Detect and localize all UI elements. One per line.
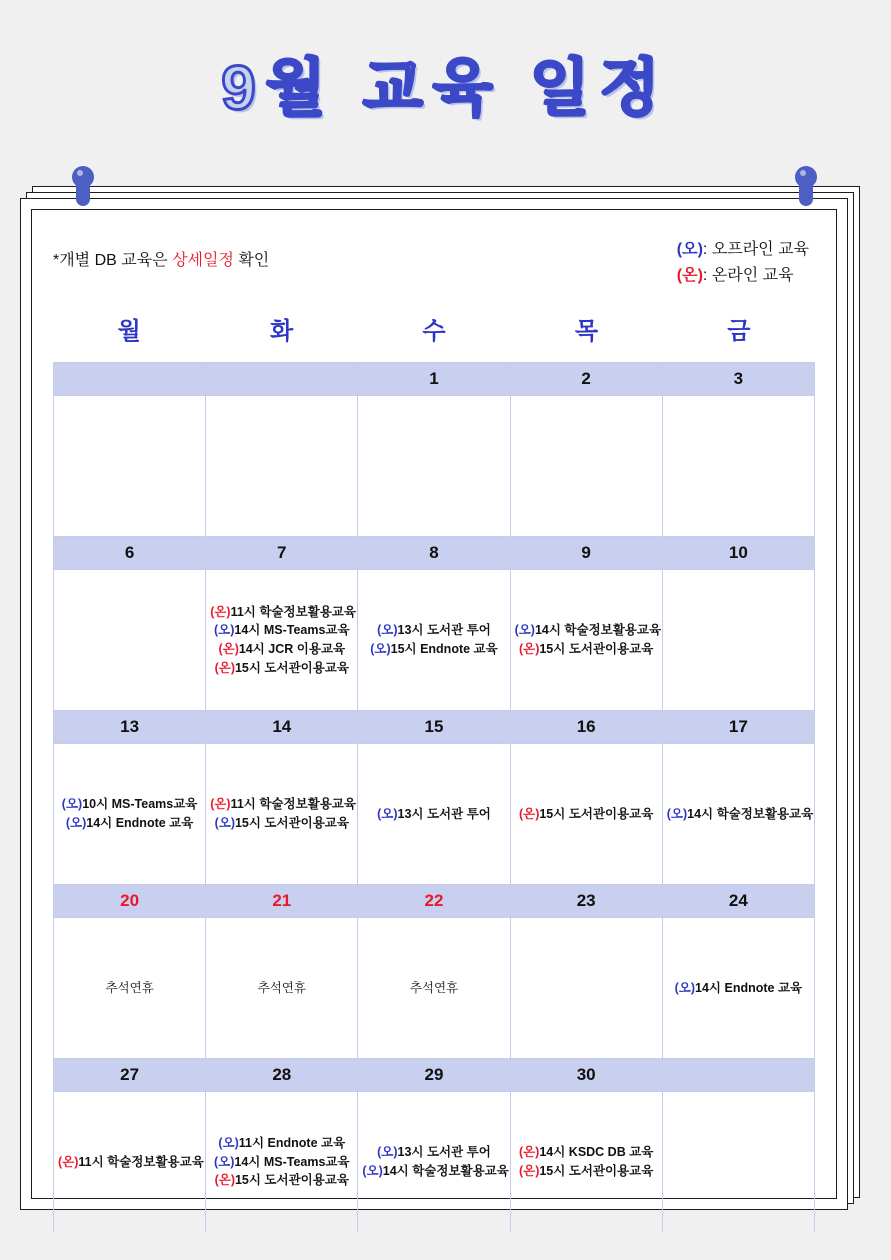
calendar-event-cell (358, 570, 510, 711)
calendar-event-cell (54, 918, 206, 1059)
online-tag: (온) (214, 660, 235, 675)
online-tag: (온) (518, 642, 540, 656)
calendar-event-cell (54, 570, 206, 711)
legend-online-tag: (온) (676, 266, 703, 284)
event-label: 11시 학술정보활용교육 (78, 1154, 204, 1169)
calendar-date-cell: 30 (510, 1059, 662, 1092)
calendar-date-cell: 7 (206, 537, 358, 570)
calendar-event-cell (358, 1092, 510, 1233)
calendar-event-cell (662, 570, 814, 711)
event-label: 14시 Endnote 교육 (695, 980, 803, 995)
event-label: 11시 학술정보활용교육 (230, 604, 356, 619)
offline-tag: (오) (213, 1154, 235, 1169)
calendar-events-row (54, 570, 815, 711)
calendar-event (514, 621, 662, 640)
calendar-event-cell (206, 1092, 358, 1233)
event-label: 14시 Endnote 교육 (86, 816, 194, 830)
calendar-event (362, 640, 505, 659)
calendar-events-row (54, 396, 815, 537)
holiday-label: 추석연휴 (409, 980, 459, 995)
calendar-event-cell (358, 396, 510, 537)
db-note-prefix: *개별 DB 교육은 (53, 252, 173, 269)
offline-tag: (오) (666, 806, 688, 821)
calendar-event-cell (662, 1092, 814, 1233)
calendar-event-cell (206, 918, 358, 1059)
offline-tag: (오) (377, 806, 398, 821)
pushpin-left-icon (72, 166, 94, 212)
calendar-date-cell: 9 (510, 537, 662, 570)
calendar-date-row (54, 1059, 815, 1092)
calendar-event-cell (510, 570, 662, 711)
calendar-date-cell: 3 (662, 363, 814, 396)
calendar-event (515, 805, 658, 824)
offline-tag: (오) (674, 980, 696, 995)
online-tag: (온) (214, 1173, 235, 1188)
calendar-event (515, 640, 658, 659)
legend-online (677, 263, 809, 289)
event-label: 11시 학술정보활용교육 (230, 797, 356, 812)
calendar-event-cell (54, 396, 206, 537)
calendar-event (210, 1171, 353, 1190)
calendar-event-cell (54, 744, 206, 885)
offline-tag: (오) (377, 623, 398, 638)
dayname-tue: 화 (270, 318, 294, 345)
calendar-event (210, 1153, 353, 1172)
event-label: 11시 Endnote 교육 (238, 1135, 346, 1150)
db-note-highlight: 상세일정 (172, 252, 234, 269)
holiday-label: 추석연휴 (257, 980, 306, 995)
event-label: 14시 JCR 이용교육 (238, 642, 346, 656)
calendar-event (515, 1143, 658, 1162)
calendar-grid (53, 362, 815, 1232)
calendar-date-cell: 24 (662, 885, 814, 918)
calendar-event (362, 1162, 509, 1181)
calendar-event (362, 1143, 505, 1162)
calendar-date-cell-empty (206, 363, 358, 396)
calendar-date-cell: 22 (358, 885, 510, 918)
calendar-event-cell (358, 744, 510, 885)
online-tag: (온) (210, 604, 231, 619)
calendar-date-cell: 10 (662, 537, 814, 570)
calendar-event (362, 979, 505, 998)
dayname-mon: 월 (117, 318, 141, 345)
dayname-thu: 목 (574, 318, 599, 345)
calendar-date-cell: 29 (358, 1059, 510, 1092)
calendar-event-cell (510, 744, 662, 885)
event-label: 13시 도서관 투어 (397, 806, 491, 821)
calendar-date-cell: 2 (510, 363, 662, 396)
offline-tag: (오) (61, 797, 83, 812)
calendar-events-row (54, 1092, 815, 1233)
offline-tag: (오) (218, 1135, 239, 1150)
dayname-fri: 금 (727, 318, 751, 345)
event-label: 14시 KSDC DB 교육 (539, 1145, 654, 1160)
db-education-note (53, 247, 269, 270)
calendar-event (666, 805, 814, 824)
calendar-event-cell (358, 918, 510, 1059)
calendar-event (362, 621, 505, 640)
header-notes (53, 237, 817, 297)
event-label: 15시 도서관이용교육 (234, 1173, 349, 1188)
offline-tag: (오) (65, 816, 87, 830)
event-label: 15시 도서관이용교육 (234, 660, 349, 675)
db-note-suffix: 확인 (233, 252, 270, 269)
event-label: 13시 도서관 투어 (397, 1145, 491, 1160)
holiday-label: 추석연휴 (105, 980, 154, 995)
calendar-event-cell (510, 918, 662, 1059)
calendar-date-row (54, 885, 815, 918)
calendar-event-cell (206, 570, 358, 711)
event-label: 14시 학술정보활용교육 (382, 1164, 509, 1178)
calendar-date-cell: 23 (510, 885, 662, 918)
event-label: 10시 MS-Teams교육 (82, 797, 198, 812)
calendar-board (20, 178, 871, 1218)
offline-tag: (오) (213, 623, 235, 638)
calendar-event-cell (662, 396, 814, 537)
calendar-event (210, 621, 353, 640)
calendar-event-cell (54, 1092, 206, 1233)
legend-offline (677, 237, 809, 263)
online-tag: (온) (518, 1145, 540, 1160)
event-label: 14시 학술정보활용교육 (534, 623, 662, 638)
calendar-date-cell: 27 (54, 1059, 206, 1092)
legend (677, 237, 809, 288)
offline-tag: (오) (370, 642, 391, 656)
pushpin-right-icon (795, 166, 817, 212)
calendar (53, 311, 815, 1232)
event-label: 14시 MS-Teams교육 (234, 1154, 350, 1169)
calendar-event (58, 795, 201, 814)
calendar-event (210, 1134, 353, 1153)
legend-online-text: : 온라인 교육 (702, 266, 794, 284)
event-label: 15시 Endnote 교육 (390, 642, 498, 656)
calendar-date-cell: 21 (206, 885, 358, 918)
page-title-area (0, 0, 891, 127)
online-tag: (온) (218, 642, 239, 656)
calendar-date-cell: 14 (206, 711, 358, 744)
event-label: 14시 MS-Teams교육 (234, 623, 350, 638)
calendar-date-cell: 6 (54, 537, 206, 570)
calendar-event (210, 659, 353, 678)
event-label: 15시 도서관이용교육 (539, 642, 654, 656)
event-label: 15시 도서관이용교육 (539, 1164, 654, 1178)
calendar-date-row (54, 363, 815, 396)
calendar-date-cell: 28 (206, 1059, 358, 1092)
calendar-date-cell: 20 (54, 885, 206, 918)
event-label: 15시 도서관이용교육 (539, 806, 654, 821)
calendar-daynames (53, 311, 815, 362)
online-tag: (온) (518, 806, 540, 821)
calendar-date-row (54, 711, 815, 744)
calendar-event (58, 814, 201, 833)
calendar-date-cell: 16 (510, 711, 662, 744)
page-title: 9월 교육 일정 (221, 54, 670, 123)
calendar-date-cell: 8 (358, 537, 510, 570)
offline-tag: (오) (514, 623, 535, 638)
calendar-date-row (54, 537, 815, 570)
calendar-event (210, 814, 353, 833)
calendar-events-row (54, 918, 815, 1059)
calendar-event (667, 979, 810, 998)
calendar-event (210, 795, 356, 814)
calendar-date-cell: 13 (54, 711, 206, 744)
calendar-event (210, 640, 353, 659)
online-tag: (온) (58, 1154, 79, 1169)
offline-tag: (오) (214, 816, 235, 830)
paper-layer-front (20, 198, 848, 1210)
event-label: 14시 학술정보활용교육 (687, 806, 814, 821)
calendar-date-cell: 1 (358, 363, 510, 396)
calendar-event-cell (662, 744, 814, 885)
dayname-wed: 수 (422, 318, 446, 345)
calendar-event (58, 979, 201, 998)
calendar-event (515, 1162, 658, 1181)
online-tag: (온) (210, 797, 231, 812)
calendar-event (210, 603, 356, 622)
calendar-event (58, 1153, 204, 1172)
calendar-date-cell: 17 (662, 711, 814, 744)
legend-offline-text: : 오프라인 교육 (702, 241, 809, 258)
calendar-events-row (54, 744, 815, 885)
event-label: 15시 도서관이용교육 (234, 816, 349, 830)
calendar-event (210, 979, 353, 998)
calendar-event-cell (206, 744, 358, 885)
calendar-event-cell (510, 396, 662, 537)
calendar-event (362, 805, 505, 824)
offline-tag: (오) (377, 1145, 398, 1160)
legend-offline-tag: (오) (676, 241, 703, 258)
event-label: 13시 도서관 투어 (397, 623, 491, 638)
calendar-event-cell (662, 918, 814, 1059)
calendar-date-cell-empty (662, 1059, 814, 1092)
calendar-date-cell-empty (54, 363, 206, 396)
calendar-event-cell (510, 1092, 662, 1233)
calendar-event-cell (206, 396, 358, 537)
calendar-date-cell: 15 (358, 711, 510, 744)
offline-tag: (오) (362, 1164, 383, 1178)
online-tag: (온) (518, 1164, 540, 1178)
